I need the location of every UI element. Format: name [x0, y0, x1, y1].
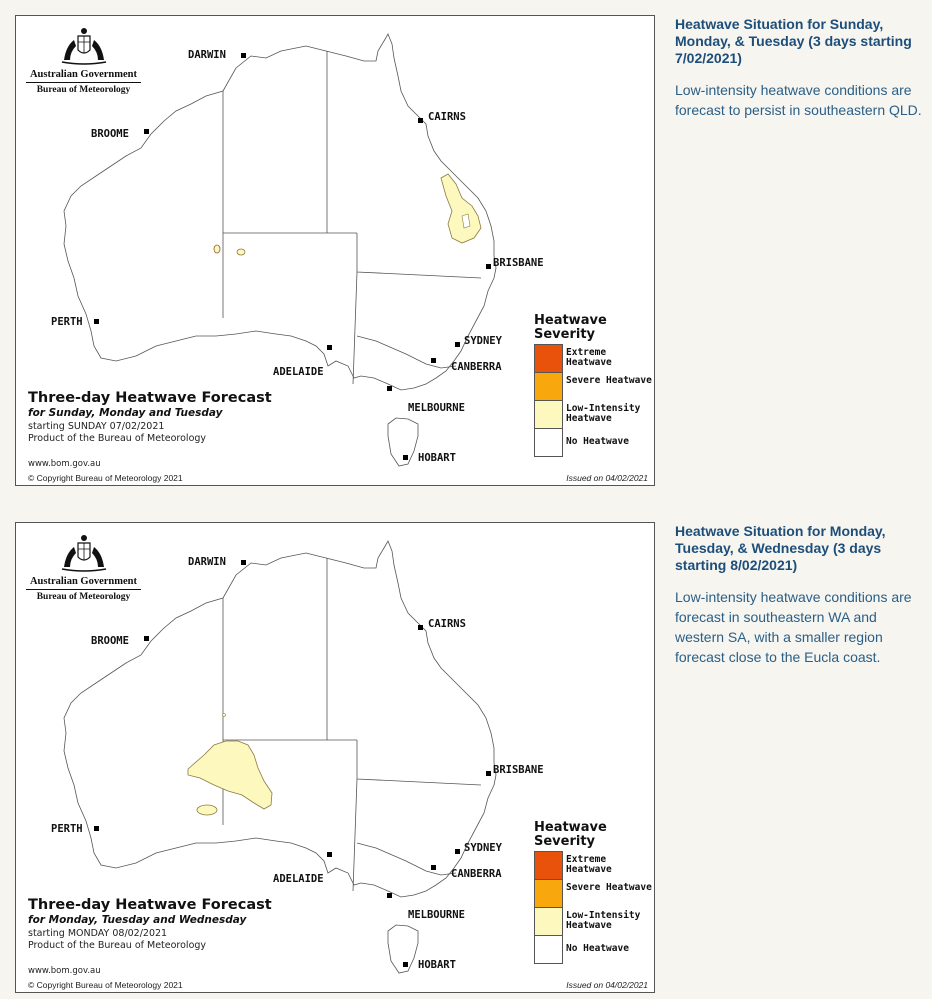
- heatwave-map-panel-2: [15, 522, 655, 993]
- australian-government-text: Australian Government: [26, 69, 141, 83]
- copyright-text: © Copyright Bureau of Meteorology 2021: [28, 473, 183, 483]
- city-marker-canberra: [431, 358, 436, 363]
- legend-title: Heatwave Severity: [534, 313, 607, 342]
- issued-date-text: Issued on 04/02/2021: [566, 980, 648, 990]
- legend-label-severe: Severe Heatwave: [566, 882, 652, 893]
- city-label-perth: PERTH: [51, 316, 83, 328]
- map-footer: [15, 471, 655, 486]
- heatwave-region-small-wa: [214, 245, 220, 253]
- situation-heading: Heatwave Situation for Sunday, Monday, & Tuesday (3 days starting 7/02/2021): [675, 16, 912, 66]
- situation-summary-2: [675, 523, 927, 667]
- border-sa-vic: [353, 779, 357, 891]
- city-label-adelaide: ADELAIDE: [273, 873, 324, 885]
- map-title: Three-day Heatwave Forecast: [28, 897, 272, 913]
- legend-item-severe: [534, 372, 654, 400]
- city-marker-sydney: [455, 849, 460, 854]
- border-sa-vic: [353, 272, 357, 384]
- city-marker-sydney: [455, 342, 460, 347]
- legend-label-low-intensity: Low-Intensity Heatwave: [566, 910, 641, 931]
- legend-item-none: [534, 428, 654, 456]
- border-nsw-vic: [357, 336, 456, 368]
- map-footer: [15, 978, 655, 993]
- heatwave-region-low-intensity-wa-sa: [188, 741, 272, 809]
- city-marker-broome: [144, 129, 149, 134]
- situation-description: Low-intensity heatwave conditions are forecast to persist in southeastern QLD.: [675, 82, 922, 118]
- city-marker-brisbane: [486, 771, 491, 776]
- city-marker-brisbane: [486, 264, 491, 269]
- bom-website-text: www.bom.gov.au: [28, 966, 101, 976]
- legend-swatch-none: [534, 935, 563, 964]
- city-label-brisbane: BRISBANE: [493, 257, 544, 269]
- map-starting-date: starting SUNDAY 07/02/2021: [28, 421, 165, 432]
- heatwave-regions-1: [214, 174, 481, 255]
- city-marker-perth: [94, 826, 99, 831]
- bom-logo: [26, 24, 141, 95]
- legend-item-low-intensity: [534, 400, 654, 428]
- city-marker-cairns: [418, 625, 423, 630]
- legend-swatch-low-intensity: [534, 907, 563, 936]
- heatwave-severity-legend: [534, 821, 654, 963]
- issued-date-text: Issued on 04/02/2021: [566, 473, 648, 483]
- city-label-hobart: HOBART: [418, 452, 456, 464]
- city-marker-cairns: [418, 118, 423, 123]
- city-label-sydney: SYDNEY: [464, 842, 502, 854]
- city-label-darwin: DARWIN: [188, 49, 226, 61]
- australian-government-text: Australian Government: [26, 576, 141, 590]
- map-product-note: Product of the Bureau of Meteorology: [28, 940, 207, 951]
- city-marker-adelaide: [327, 345, 332, 350]
- heatwave-regions-2: [188, 714, 272, 816]
- city-label-broome: BROOME: [91, 128, 129, 140]
- heatwave-region-low-intensity-qld: [441, 174, 481, 243]
- bom-website-text: www.bom.gov.au: [28, 459, 101, 469]
- heatwave-region-small-nt: [237, 249, 245, 255]
- city-label-sydney: SYDNEY: [464, 335, 502, 347]
- heatwave-region-dot: [223, 714, 226, 717]
- copyright-text: © Copyright Bureau of Meteorology 2021: [28, 980, 183, 990]
- legend-label-low-intensity: Low-Intensity Heatwave: [566, 403, 641, 424]
- legend-title: Heatwave Severity: [534, 820, 607, 849]
- heatwave-map-panel-1: [15, 15, 655, 486]
- bureau-of-meteorology-text: Bureau of Meteorology: [36, 592, 131, 602]
- legend-label-severe: Severe Heatwave: [566, 375, 652, 386]
- city-label-cairns: CAIRNS: [428, 618, 466, 630]
- city-label-hobart: HOBART: [418, 959, 456, 971]
- city-marker-adelaide: [327, 852, 332, 857]
- legend-item-severe: [534, 879, 654, 907]
- heatwave-map-2: [15, 522, 655, 979]
- legend-label-extreme: Extreme Heatwave: [566, 854, 612, 875]
- legend-label-none: No Heatwave: [566, 436, 629, 447]
- city-marker-darwin: [241, 53, 246, 58]
- city-marker-darwin: [241, 560, 246, 565]
- legend-label-none: No Heatwave: [566, 943, 629, 954]
- city-label-melbourne: MELBOURNE: [408, 909, 465, 921]
- legend-swatch-low-intensity: [534, 400, 563, 429]
- heatwave-map-1: [15, 15, 655, 472]
- heatwave-region-low-intensity-eucla: [197, 805, 217, 815]
- city-marker-broome: [144, 636, 149, 641]
- legend-item-extreme: [534, 344, 654, 372]
- city-marker-canberra: [431, 865, 436, 870]
- map-period: for Sunday, Monday and Tuesday: [28, 407, 223, 419]
- situation-summary-1: [675, 16, 927, 120]
- legend-item-extreme: [534, 851, 654, 879]
- city-label-broome: BROOME: [91, 635, 129, 647]
- map-title-block: [28, 897, 272, 951]
- situation-heading: Heatwave Situation for Monday, Tuesday, & Wednesday (3 days starting 8/02/2021): [675, 523, 886, 573]
- city-marker-melbourne: [387, 893, 392, 898]
- legend-swatch-extreme: [534, 344, 563, 373]
- map-title: Three-day Heatwave Forecast: [28, 390, 272, 406]
- bureau-of-meteorology-text: Bureau of Meteorology: [36, 85, 131, 95]
- city-marker-hobart: [403, 455, 408, 460]
- coat-of-arms-icon: [56, 531, 112, 575]
- bom-logo: [26, 531, 141, 602]
- city-label-melbourne: MELBOURNE: [408, 402, 465, 414]
- legend-item-none: [534, 935, 654, 963]
- legend-swatch-severe: [534, 372, 563, 401]
- legend-swatch-none: [534, 428, 563, 457]
- city-label-adelaide: ADELAIDE: [273, 366, 324, 378]
- city-label-brisbane: BRISBANE: [493, 764, 544, 776]
- map-product-note: Product of the Bureau of Meteorology: [28, 433, 207, 444]
- heatwave-severity-legend: [534, 314, 654, 456]
- city-label-canberra: CANBERRA: [451, 361, 502, 373]
- map-starting-date: starting MONDAY 08/02/2021: [28, 928, 168, 939]
- city-label-perth: PERTH: [51, 823, 83, 835]
- city-label-cairns: CAIRNS: [428, 111, 466, 123]
- map-period: for Monday, Tuesday and Wednesday: [28, 914, 247, 926]
- city-marker-hobart: [403, 962, 408, 967]
- city-marker-perth: [94, 319, 99, 324]
- city-label-canberra: CANBERRA: [451, 868, 502, 880]
- legend-swatch-extreme: [534, 851, 563, 880]
- border-sa-qld: [357, 740, 481, 785]
- map-title-block: [28, 390, 272, 444]
- city-marker-melbourne: [387, 386, 392, 391]
- legend-swatch-severe: [534, 879, 563, 908]
- situation-description: Low-intensity heatwave conditions are forecast in southeastern WA and western SA, with a smaller region forecast close to the Eucla coast.: [675, 589, 912, 665]
- coat-of-arms-icon: [56, 24, 112, 68]
- border-nsw-vic: [357, 843, 456, 875]
- city-label-darwin: DARWIN: [188, 556, 226, 568]
- legend-label-extreme: Extreme Heatwave: [566, 347, 612, 368]
- legend-item-low-intensity: [534, 907, 654, 935]
